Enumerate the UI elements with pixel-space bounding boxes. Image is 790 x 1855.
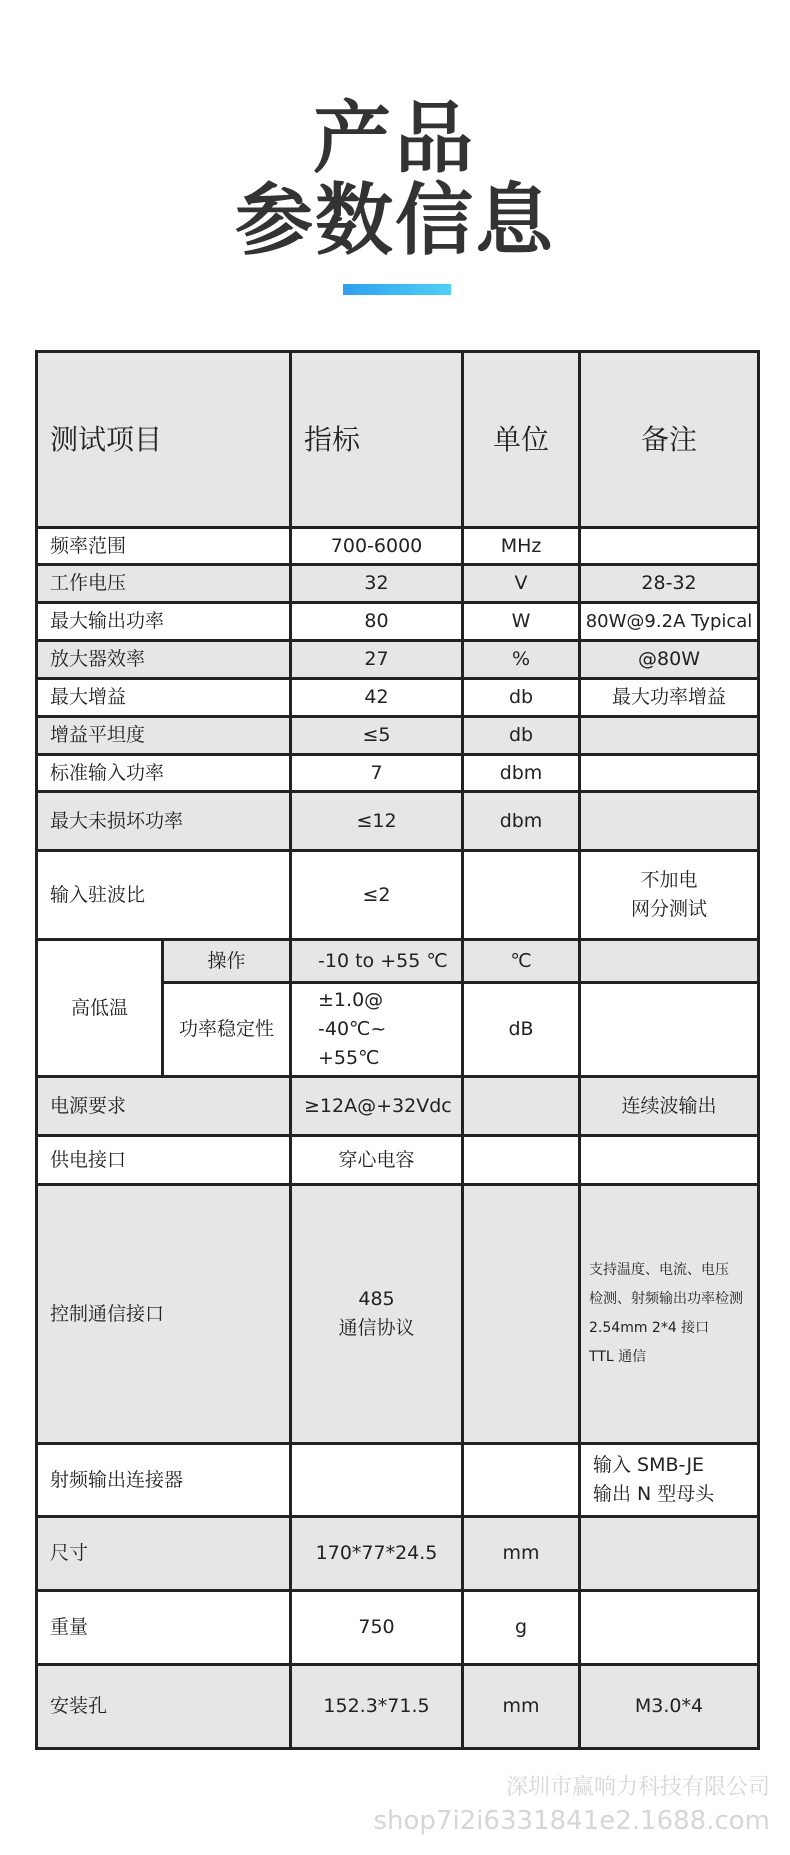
title-accent-bar [343,284,451,295]
table-row [37,792,759,851]
row-item: 控制通信接口 [37,1185,291,1444]
row-item: 射频输出连接器 [37,1444,291,1517]
row-unit: dbm [463,792,580,851]
row-unit: dB [463,983,580,1077]
table-row [37,1185,759,1444]
row-spec: 750 [291,1591,463,1665]
row-spec [291,1444,463,1517]
table-row [37,1665,759,1749]
watermark-company: 深圳市赢响力科技有限公司 [505,1775,770,1800]
table-row [37,565,759,603]
row-item: 安装孔 [37,1665,291,1749]
row-spec: 170*77*24.5 [291,1517,463,1591]
row-note [580,940,759,983]
row-spec: ≥12A@+32Vdc [291,1077,463,1136]
row-unit: MHz [463,528,580,565]
row-item: 增益平坦度 [37,717,291,755]
spec-line: -40℃~ +55℃ [318,1018,387,1069]
header-note: 备注 [580,352,759,528]
row-item: 最大未损坏功率 [37,792,291,851]
row-unit [463,1136,580,1185]
note-line: 网分测试 [631,898,708,920]
row-spec: 7 [291,755,463,792]
row-unit: db [463,717,580,755]
row-item: 工作电压 [37,565,291,603]
note-line: 输出 N 型母头 [593,1483,715,1505]
row-item: 输入驻波比 [37,851,291,940]
header-unit: 单位 [463,352,580,528]
row-spec: 32 [291,565,463,603]
row-unit: db [463,679,580,717]
row-note [580,1136,759,1185]
row-note [580,1517,759,1591]
note-line: 检测、射频输出功率检测 [589,1291,744,1307]
row-note [580,528,759,565]
spec-line: 485 [358,1288,395,1310]
title-line-2: 参数信息 [234,176,555,266]
note-line: TTL 通信 [589,1349,647,1365]
table-row [37,717,759,755]
row-unit: mm [463,1665,580,1749]
row-spec: 27 [291,641,463,679]
row-item: 尺寸 [37,1517,291,1591]
row-spec: -10 to +55 ℃ [291,940,463,983]
row-unit: W [463,603,580,641]
header-spec: 指标 [291,352,463,528]
row-unit [463,1185,580,1444]
row-note: 连续波输出 [580,1077,759,1136]
row-unit: dbm [463,755,580,792]
row-note [580,755,759,792]
row-unit: ℃ [463,940,580,983]
row-spec: 700-6000 [291,528,463,565]
title-line-1: 产品 [312,94,477,184]
row-note: @80W [580,641,759,679]
watermark-shop: shop7i2i6331841e2.1688.com [373,1806,770,1836]
row-unit: V [463,565,580,603]
row-note: M3.0*4 [580,1665,759,1749]
table-row [37,641,759,679]
row-item: 标准输入功率 [37,755,291,792]
row-unit: % [463,641,580,679]
table-row [37,679,759,717]
row-note [580,1444,759,1517]
row-unit: g [463,1591,580,1665]
row-item: 频率范围 [37,528,291,565]
table-row [37,1591,759,1665]
row-note [580,983,759,1077]
table-row [37,528,759,565]
row-item: 电源要求 [37,1077,291,1136]
row-unit [463,1444,580,1517]
table-row [37,1077,759,1136]
row-note [580,1185,759,1444]
row-item: 放大器效率 [37,641,291,679]
row-spec: 80 [291,603,463,641]
row-spec [291,983,463,1077]
note-line: 支持温度、电流、电压 [589,1262,730,1278]
row-item-temp: 高低温 [37,940,163,1077]
table-row [37,1136,759,1185]
row-item: 重量 [37,1591,291,1665]
sub-item: 操作 [163,940,291,983]
page-title [0,94,790,266]
row-note [580,792,759,851]
header-item: 测试项目 [37,352,291,528]
note-line: 不加电 [640,869,698,891]
table-row [37,1517,759,1591]
row-item: 最大输出功率 [37,603,291,641]
row-spec: 穿心电容 [291,1136,463,1185]
table-row [37,851,759,940]
row-note: 最大功率增益 [580,679,759,717]
row-item: 最大增益 [37,679,291,717]
spec-table [35,350,760,1750]
row-spec [291,1185,463,1444]
row-spec: ≤5 [291,717,463,755]
table-row [37,1444,759,1517]
row-note: 28-32 [580,565,759,603]
spec-line: ±1.0@ [318,989,384,1011]
row-unit [463,1077,580,1136]
row-unit: mm [463,1517,580,1591]
table-row [37,940,759,983]
row-note [580,851,759,940]
row-spec: 152.3*71.5 [291,1665,463,1749]
row-note [580,717,759,755]
row-note [580,1591,759,1665]
note-line: 2.54mm 2*4 接口 [589,1320,710,1336]
row-note: 80W@9.2A Typical [580,603,759,641]
table-header-row [37,352,759,528]
row-unit [463,851,580,940]
row-spec: 42 [291,679,463,717]
row-spec: ≤12 [291,792,463,851]
table-row [37,755,759,792]
table-row [37,603,759,641]
sub-item: 功率稳定性 [163,983,291,1077]
row-item: 供电接口 [37,1136,291,1185]
row-spec: ≤2 [291,851,463,940]
spec-line: 通信协议 [338,1317,415,1339]
note-line: 输入 SMB-JE [593,1454,705,1476]
